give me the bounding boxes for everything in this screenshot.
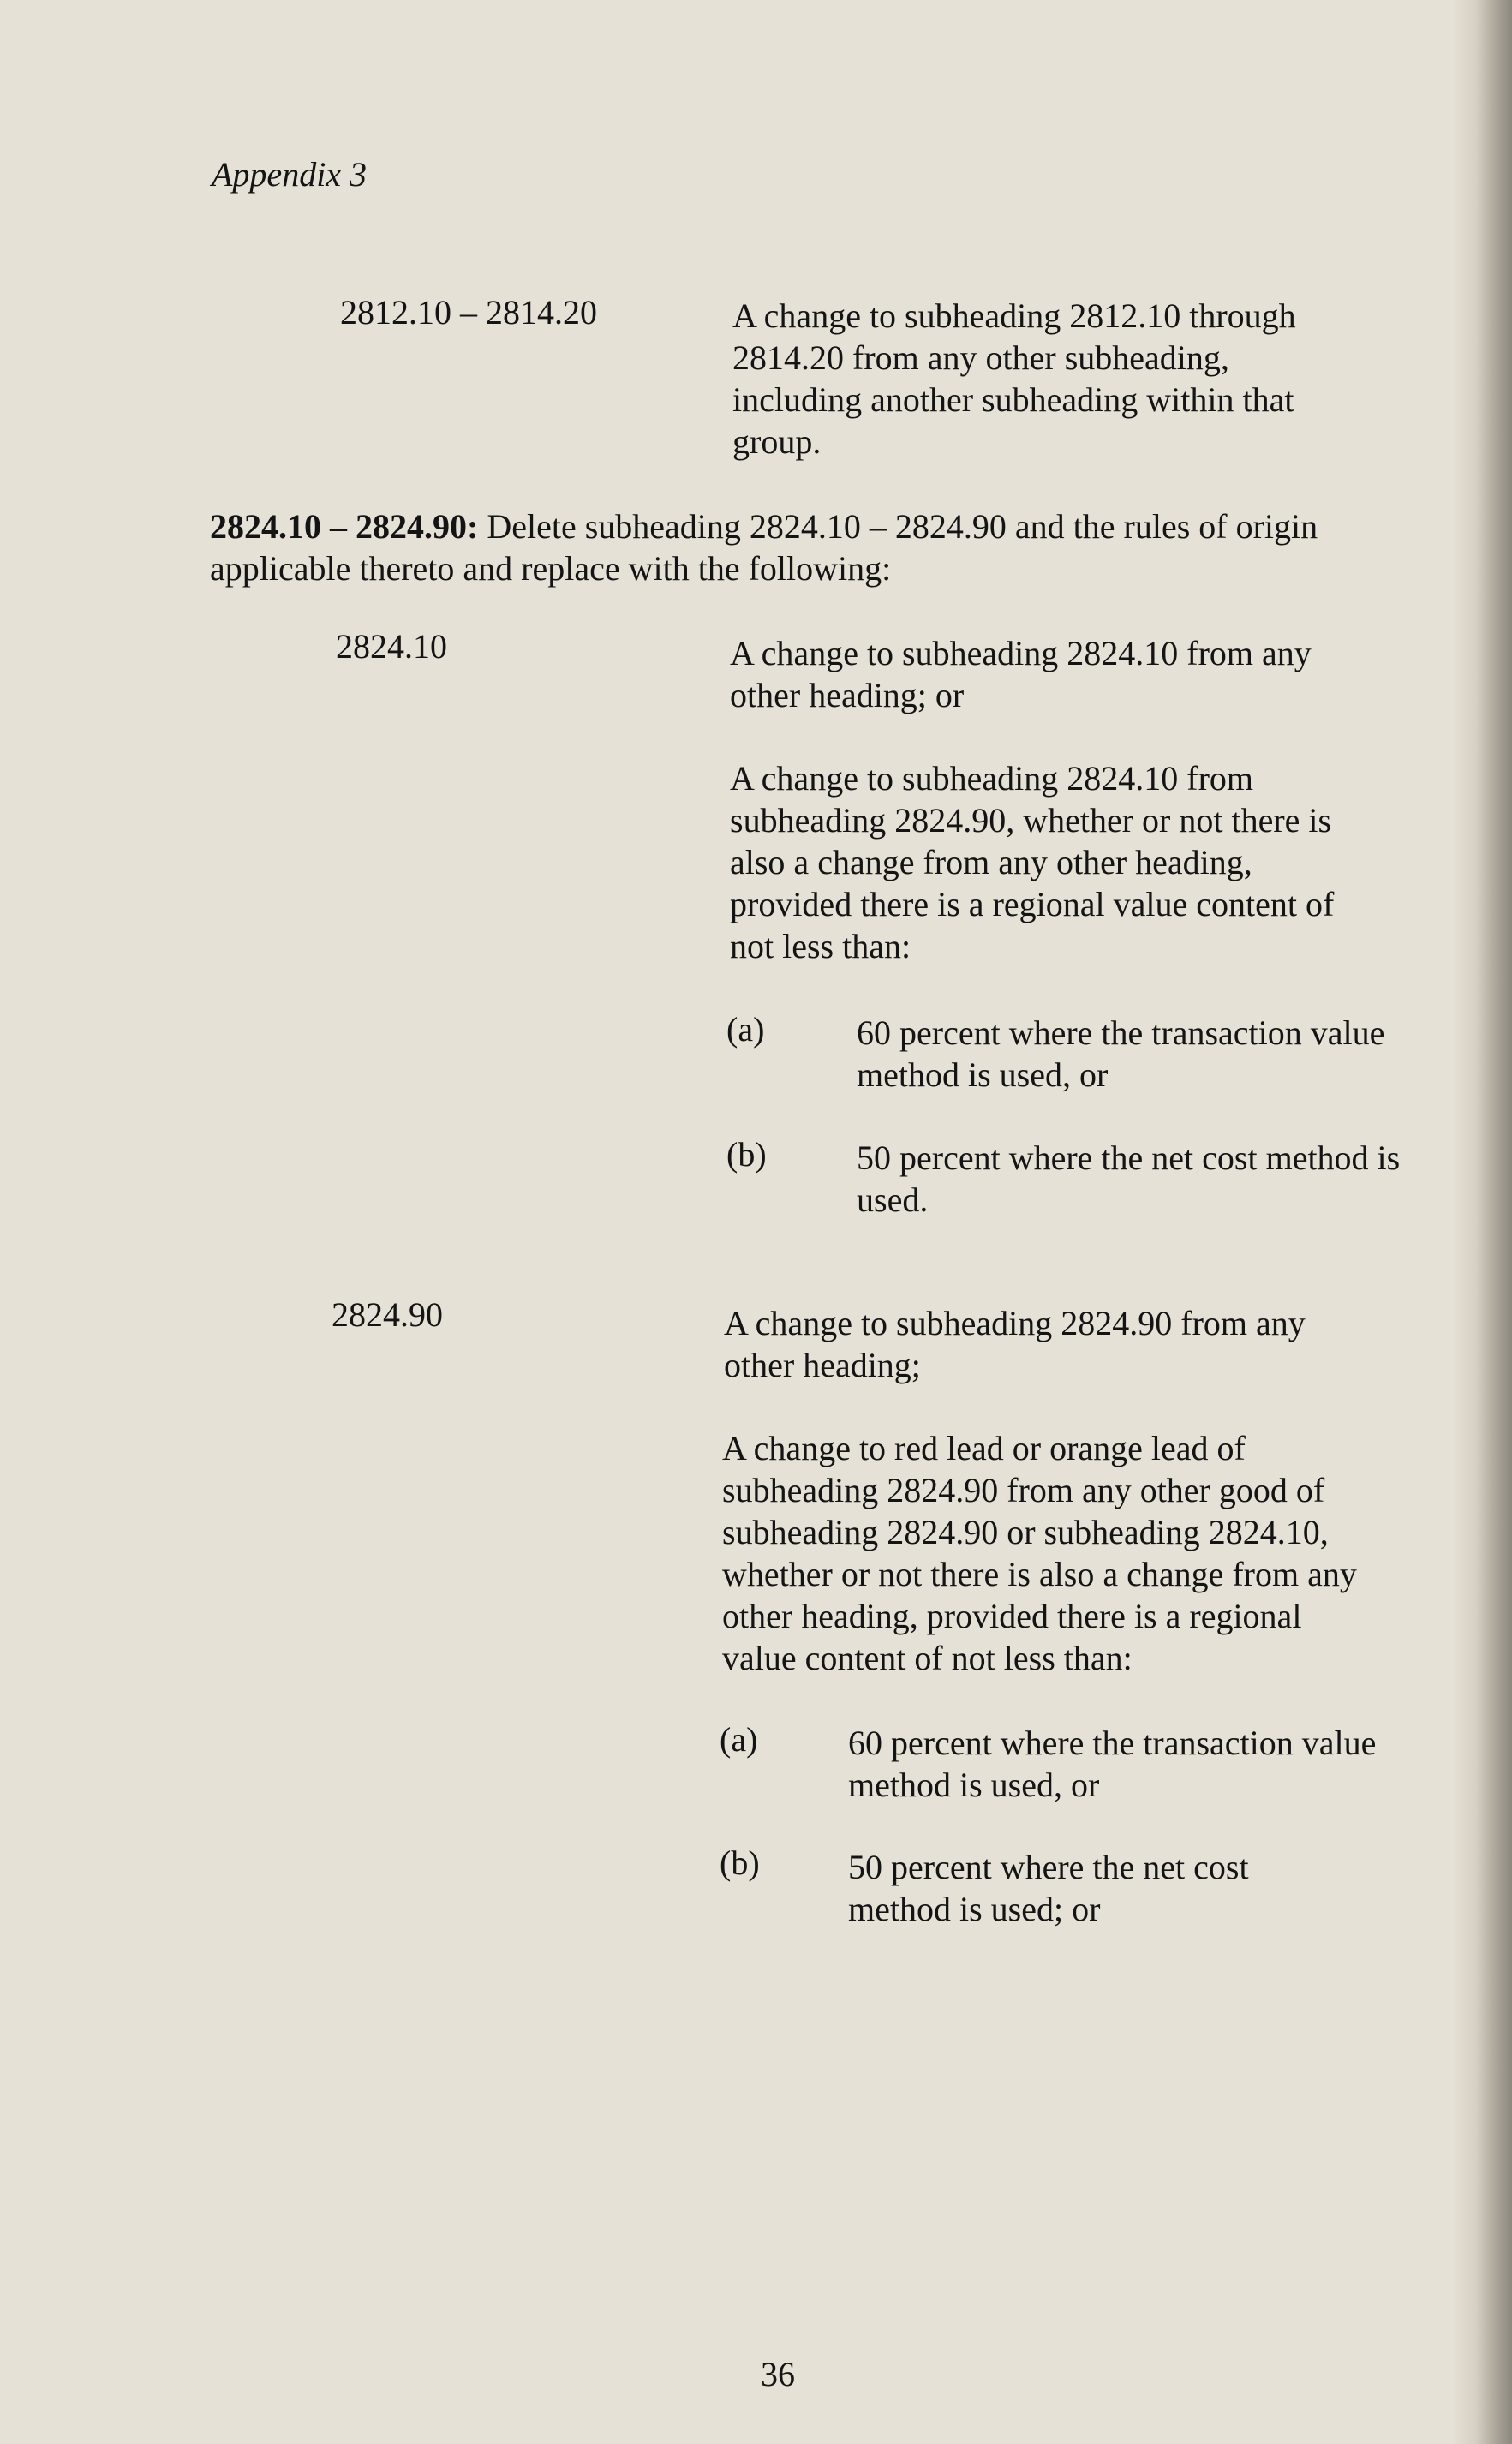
rule-text: A change to subheading 2824.10 from any other heading; or (730, 634, 1312, 714)
subheading-code: 2824.90 (332, 1295, 443, 1334)
rule-text: A change to subheading 2824.10 from subheading 2824.90, whether or not there is also a change from any other heading, provided there is a regional value content of not less than: (730, 759, 1335, 965)
clause-label: (a) (726, 1010, 765, 1049)
clause-text: 60 percent where the transaction value method is used, or (848, 1724, 1377, 1804)
page-number: 36 (761, 2355, 795, 2393)
clause-label: (b) (720, 1843, 760, 1882)
page-edge-shadow (1452, 0, 1512, 2444)
instruction-range: 2824.10 – 2824.90: (210, 507, 479, 546)
clause-text: 60 percent where the transaction value method is used, or (857, 1013, 1385, 1094)
running-header: Appendix 3 (212, 155, 368, 194)
clause-label: (b) (726, 1135, 767, 1174)
clause-label: (a) (720, 1720, 758, 1759)
rule-text: A change to red lead or orange lead of subheading 2824.90 from any other good of subheading 2824.90 or subheading 2824.10, whether or not there is also a change from any other heading, provided there is a regional value content of not less than: (722, 1429, 1357, 1677)
subheading-code: 2812.10 – 2814.20 (340, 293, 597, 332)
clause-text: 50 percent where the net cost method is used. (857, 1138, 1401, 1219)
instruction-paragraph (210, 505, 1392, 589)
clause-text: 50 percent where the net cost method is used; or (848, 1848, 1249, 1928)
rule-text: A change to subheading 2812.10 through 2814.20 from any other subheading, including another subheading within that group. (732, 296, 1296, 461)
rule-text: A change to subheading 2824.90 from any other heading; (724, 1304, 1306, 1384)
subheading-code: 2824.10 (336, 627, 447, 666)
instruction-text: Delete subheading 2824.10 – 2824.90 and the rules of origin applicable thereto and replace with the following: (210, 507, 1318, 588)
